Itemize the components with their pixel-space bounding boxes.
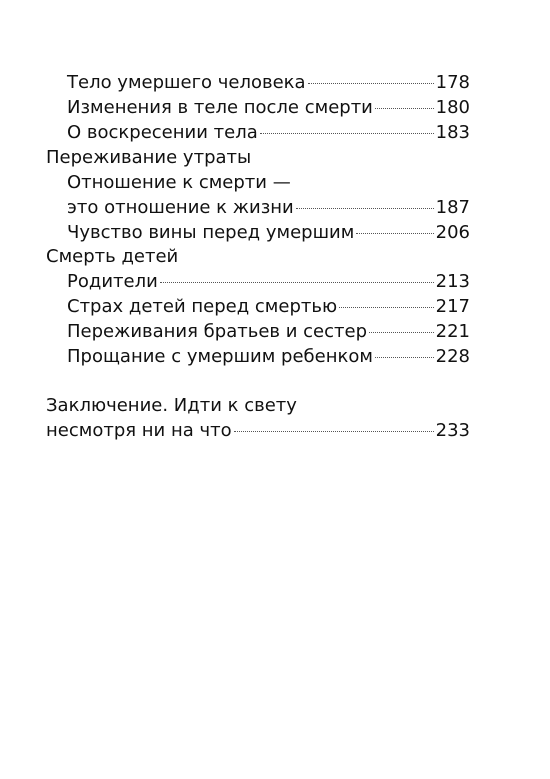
toc-page-number: 183 [435,122,470,143]
toc-section-heading: Заключение. Идти к свету [46,395,297,416]
toc-entry [0,269,470,295]
toc-page-number: 217 [435,296,470,317]
toc-entry-title: Прощание с умершим ребенком [67,346,373,367]
dot-leader [375,357,434,358]
dot-leader [308,83,434,84]
toc-section-heading: Переживание утраты [46,147,252,168]
toc-entry [0,319,470,345]
dot-leader [339,307,434,308]
dot-leader [160,282,434,283]
dot-leader [356,233,433,234]
toc-page-number: 180 [435,97,470,118]
toc-entry [0,70,470,96]
toc-page-number: 178 [435,72,470,93]
toc-entry-title: О воскресении тела [67,122,258,143]
toc-entry [0,95,470,121]
toc-entry-title: Переживания братьев и сестер [67,321,368,342]
toc-entry [0,344,470,370]
toc-entry-title: несмотря ни на что [46,420,232,441]
dot-leader [375,108,434,109]
toc-entry-title: Родители [67,271,158,292]
toc-entry-title: это отношение к жизни [67,197,294,218]
toc-section-heading: Смерть детей [46,246,179,267]
toc-entry-title: Изменения в теле после смерти [67,97,373,118]
dot-leader [296,208,434,209]
toc-page-number: 213 [435,271,470,292]
toc-entry [0,120,470,146]
toc-entry-title-line: Отношение к смерти — [67,172,291,193]
toc-page-number: 221 [435,321,470,342]
toc-entry [0,418,470,444]
dot-leader [260,133,434,134]
toc-page-number: 228 [435,346,470,367]
toc-page-number: 187 [435,197,470,218]
toc-page-number: 206 [435,222,470,243]
toc-page-number: 233 [435,420,470,441]
toc-entry [0,220,470,246]
toc-entry-title: Чувство вины перед умершим [67,222,355,243]
toc-entry [0,294,470,320]
toc-entry [0,195,470,221]
dot-leader [369,332,434,333]
dot-leader [234,431,434,432]
toc-entry-title: Страх детей перед смертью [67,296,338,317]
toc-entry-title: Тело умершего человека [67,72,306,93]
